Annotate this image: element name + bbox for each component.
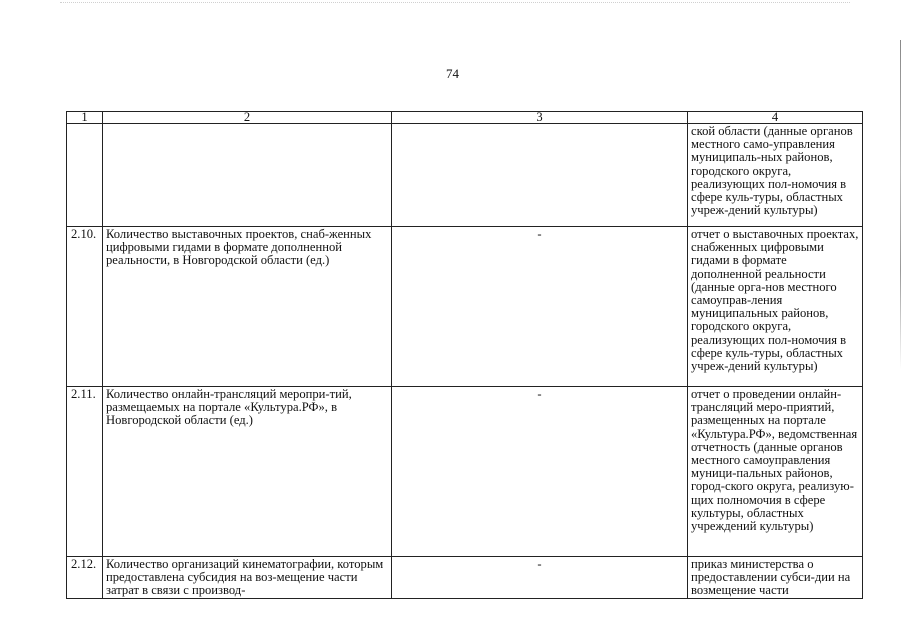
source-value: -: [392, 227, 688, 387]
source-value: -: [392, 557, 688, 599]
source-value: [392, 124, 688, 227]
column-header-4: 4: [688, 112, 863, 124]
column-header-3: 3: [392, 112, 688, 124]
method-description: отчет о проведении онлайн-трансляций меро-приятий, размещенных на портале «Культура.РФ», ведомственная отчетность (данные органов местного самоуправления муници-пальных районов, город-ского округа, реализую-щих полномочия в сфере культуры, областных учреждений культуры): [688, 387, 863, 557]
page-number: 74: [446, 66, 459, 81]
table-row: [67, 557, 863, 599]
table-row: [67, 227, 863, 387]
indicator-name: Количество выставочных проектов, снаб-женных цифровыми гидами в формате дополненной реальности, в Новгородской области (ед.): [103, 227, 392, 387]
source-value: -: [392, 387, 688, 557]
row-number: [67, 124, 103, 227]
row-number: 2.10.: [67, 227, 103, 387]
indicator-name: Количество организаций кинематографии, которым предоставлена субсидия на воз-мещение части затрат в связи с производ-: [103, 557, 392, 599]
indicators-table: [66, 111, 863, 599]
table-row: [67, 124, 863, 227]
column-header-1: 1: [67, 112, 103, 124]
method-description: приказ министерства о предоставлении субси-дии на возмещение части: [688, 557, 863, 599]
scan-artifact-top: [60, 2, 850, 4]
table-row: [67, 387, 863, 557]
method-description: отчет о выставочных проектах, снабженных цифровыми гидами в формате дополненной реальности (данные орга-нов местного самоуправ-ления муниципальных районов, городского округа, реализующих пол-номочия в сфере куль-туры, областных учреж-дений культуры): [688, 227, 863, 387]
method-description: ской области (данные органов местного само-управления муниципаль-ных районов, городского округа, реализующих пол-номочия в сфере куль-туры, областных учреж-дений культуры): [688, 124, 863, 227]
scan-edge-right: [900, 40, 901, 370]
indicator-name: Количество онлайн-трансляций меропри-тий, размещаемых на портале «Культура.РФ», в Новгородской области (ед.): [103, 387, 392, 557]
column-header-2: 2: [103, 112, 392, 124]
table-header-row: [67, 112, 863, 124]
row-number: 2.11.: [67, 387, 103, 557]
row-number: 2.12.: [67, 557, 103, 599]
indicator-name: [103, 124, 392, 227]
